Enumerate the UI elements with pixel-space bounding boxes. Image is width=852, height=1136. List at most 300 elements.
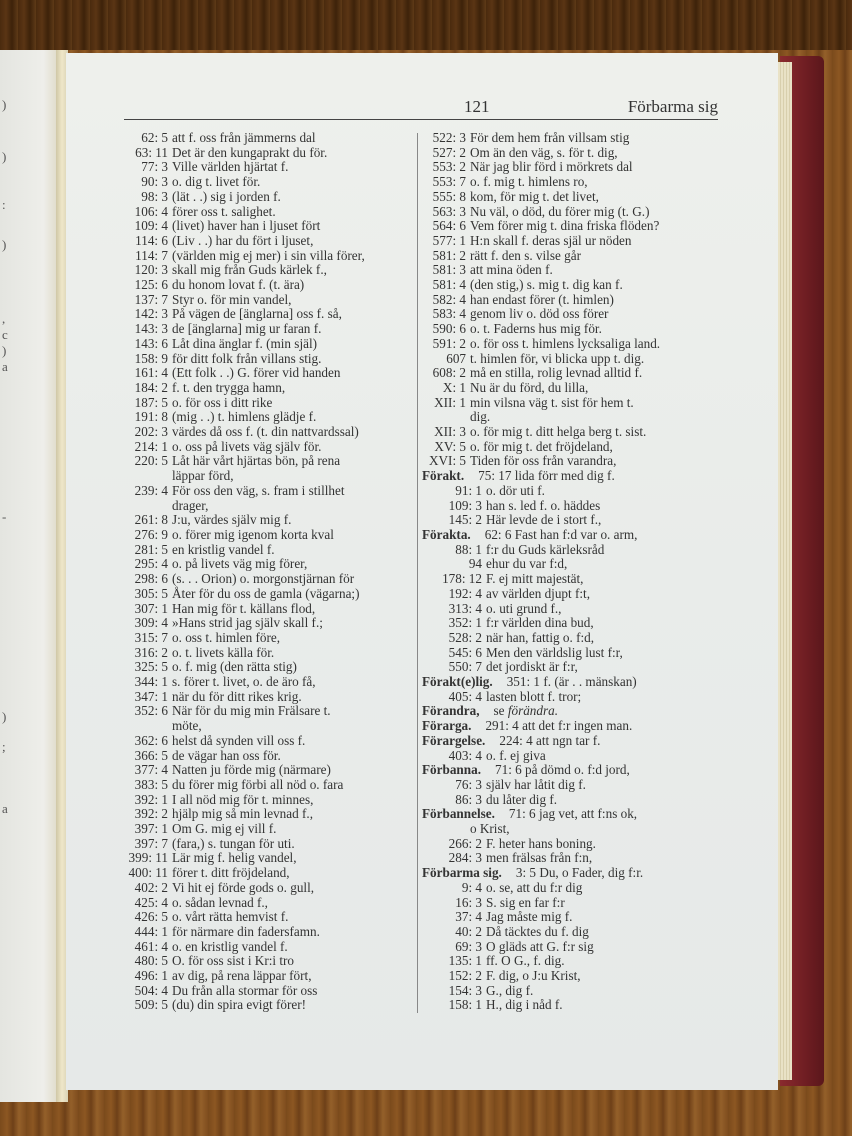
index-line <box>422 513 722 528</box>
citation-text: o. för mig t. det fröjdeland, <box>470 438 613 454</box>
citation-text: förer oss t. salighet. <box>172 203 276 219</box>
index-line <box>124 778 414 793</box>
citation-text: Du, o Fader, dig f:r. <box>539 865 644 881</box>
citation-text: s. förer t. livet, o. de äro få, <box>172 674 316 690</box>
verse-ref: 496: 1 <box>134 968 168 984</box>
citation-text: ff. O G., f. dig. <box>486 953 565 969</box>
index-line <box>124 322 414 337</box>
citation-text: F. heter hans boning. <box>486 835 596 851</box>
index-entry-headword-row <box>422 734 722 749</box>
index-line <box>422 896 722 911</box>
verse-ref: 528: 2 <box>448 629 482 645</box>
verse-ref: 583: 4 <box>432 306 466 322</box>
verse-ref: 461: 4 <box>134 938 168 954</box>
index-line <box>422 234 722 249</box>
verse-ref: 522: 3 <box>432 130 466 145</box>
citation-text: jag vet, att f:ns ok, <box>538 806 638 822</box>
headword: Förbannelse. <box>422 806 495 822</box>
index-line <box>422 131 722 146</box>
verse-ref: 158: 1 <box>448 997 482 1013</box>
index-line <box>124 131 414 146</box>
verse-ref: 564: 6 <box>432 218 466 234</box>
index-entry-headword-row <box>422 807 722 822</box>
index-line <box>124 263 414 278</box>
verse-ref: 400: 11 <box>128 865 168 881</box>
index-line <box>124 190 414 205</box>
page-header <box>124 95 718 120</box>
index-line <box>422 337 722 352</box>
index-line <box>124 352 414 367</box>
index-entry-headword-row <box>422 866 722 881</box>
verse-ref: 426: 5 <box>134 909 168 925</box>
verse-ref: 581: 2 <box>432 247 466 263</box>
citation-text: hjälp mig så min levnad f., <box>172 806 314 822</box>
citation-text: lasten blott f. tror; <box>486 688 582 704</box>
index-line <box>422 307 722 322</box>
entry-text <box>422 807 722 822</box>
verse-ref: 298: 6 <box>134 571 168 587</box>
left-page-fragment: c <box>2 327 8 342</box>
citation-text: H:n skall f. deras själ ur nöden <box>470 232 632 248</box>
column-divider <box>417 133 418 1013</box>
verse-ref: 239: 4 <box>134 482 168 498</box>
index-line <box>124 675 414 690</box>
verse-ref: 309: 4 <box>134 615 168 631</box>
verse-ref: 316: 2 <box>134 644 168 660</box>
citation-text: (Liv . .) har du fört i ljuset, <box>172 232 314 248</box>
citation-text: Ville världen hjärtat f. <box>172 159 289 175</box>
headword: Förakt. <box>422 468 465 484</box>
citation-text: Jag måste mig f. <box>486 909 573 925</box>
left-page-fragment: ) <box>2 343 7 358</box>
citation-text: o. f. mig t. himlens ro, <box>470 174 588 190</box>
index-line <box>124 484 414 499</box>
verse-ref: 187: 5 <box>134 394 168 410</box>
verse-ref: 266: 2 <box>448 835 482 851</box>
index-line <box>422 322 722 337</box>
citation-text: Låt här vårt hjärtas bön, på rena <box>172 453 341 469</box>
index-line <box>422 616 722 631</box>
running-head: Förbarma sig <box>627 97 718 116</box>
citation-text: o. för oss t. himlens lycksaliga land. <box>470 335 661 351</box>
index-line <box>124 925 414 940</box>
verse-ref: 143: 3 <box>134 321 168 337</box>
citation-text: H., dig i nåd f. <box>486 997 563 1013</box>
citation-text: Här levde de i stort f., <box>486 512 602 528</box>
citation-text: att f. oss från jämmerns dal <box>172 130 316 145</box>
verse-ref: 9: 4 <box>461 879 482 895</box>
verse-ref: 377: 4 <box>134 762 168 778</box>
index-line <box>124 572 414 587</box>
index-line <box>422 278 722 293</box>
index-line <box>422 602 722 617</box>
verse-ref: 158: 9 <box>134 350 168 366</box>
verse-ref: 16: 3 <box>455 894 482 910</box>
citation-text: han endast förer (t. himlen) <box>470 291 614 307</box>
citation-text: O gläds att G. f:r sig <box>486 938 594 954</box>
page-number: 121 <box>464 97 490 116</box>
index-line <box>124 454 414 469</box>
index-line <box>422 205 722 220</box>
index-line <box>124 175 414 190</box>
entry-text <box>422 469 722 484</box>
index-line <box>124 381 414 396</box>
wooden-table-background <box>0 0 852 50</box>
index-line <box>422 778 722 793</box>
verse-ref: 75: 17 <box>478 468 515 484</box>
verse-ref: 135: 1 <box>448 953 482 969</box>
citation-continuation: dig. <box>470 409 491 425</box>
verse-ref: 137: 7 <box>134 291 168 307</box>
citation-text: Vi hit ej förde gods o. gull, <box>172 879 315 895</box>
citation-text: Natten ju förde mig (närmare) <box>172 762 331 778</box>
verse-ref: 366: 5 <box>134 747 168 763</box>
citation-text: Om än den väg, s. för t. dig, <box>470 144 618 160</box>
verse-ref: 590: 6 <box>432 321 466 337</box>
verse-ref: 276: 9 <box>134 526 168 542</box>
verse-ref: 88: 1 <box>455 541 482 557</box>
verse-ref: 37: 4 <box>455 909 482 925</box>
headword: Förakta. <box>422 526 471 542</box>
index-line <box>124 704 414 719</box>
citation-text: f:r du Guds kärleksråd <box>486 541 605 557</box>
citation-text: skall mig från Guds kärlek f., <box>172 262 327 278</box>
verse-ref: 582: 4 <box>432 291 466 307</box>
verse-ref: 307: 1 <box>134 600 168 616</box>
index-line <box>124 249 414 264</box>
verse-ref: 114: 6 <box>135 232 168 248</box>
verse-ref: 224: 4 <box>499 732 536 748</box>
index-line <box>422 587 722 602</box>
verse-ref: 40: 2 <box>455 923 482 939</box>
index-line <box>422 851 722 866</box>
citation-text: O. för oss sist i Kr:i tro <box>172 953 294 969</box>
index-line <box>124 660 414 675</box>
cross-ref: förändra. <box>507 703 559 719</box>
index-line <box>124 910 414 925</box>
citation-text: lida förr med dig f. <box>514 468 615 484</box>
index-line <box>124 822 414 837</box>
citation-text: För oss den väg, s. fram i stillhet <box>172 482 345 498</box>
verse-ref: 305: 5 <box>134 585 168 601</box>
verse-ref: 109: 3 <box>448 497 482 513</box>
citation-text: Vem förer mig t. dina friska flöden? <box>470 218 660 234</box>
citation-text: att det f:r ingen man. <box>522 718 633 734</box>
headword: Förarga. <box>422 718 472 734</box>
index-line <box>422 954 722 969</box>
verse-ref: 402: 2 <box>134 879 168 895</box>
citation-text: (Ett folk . .) G. förer vid handen <box>172 365 341 381</box>
citation-text: För dem hem från villsam stig <box>470 130 630 145</box>
citation-text: (fara,) s. tungan för uti. <box>172 835 295 851</box>
verse-ref: 553: 2 <box>432 159 466 175</box>
verse-ref: 71: 6 <box>495 762 526 778</box>
headword: Förakt(e)lig. <box>422 674 493 690</box>
citation-text: de vägar han oss för. <box>172 747 281 763</box>
index-entry-headword-row <box>422 704 722 719</box>
verse-ref: 98: 3 <box>141 188 168 204</box>
citation-text: f. t. den trygga hamn, <box>172 379 286 395</box>
verse-ref: 154: 3 <box>448 982 482 998</box>
citation-text: av världen djupt f:t, <box>486 585 591 601</box>
index-line <box>124 749 414 764</box>
index-line <box>124 205 414 220</box>
left-column <box>124 131 414 1013</box>
verse-ref: 114: 7 <box>135 247 168 263</box>
index-entry-headword-row <box>422 763 722 778</box>
index-line <box>422 219 722 234</box>
verse-ref: 192: 4 <box>448 585 482 601</box>
entry-text <box>422 719 722 734</box>
verse-ref: 143: 6 <box>134 335 168 351</box>
verse-ref: 202: 3 <box>134 424 168 440</box>
index-line <box>422 749 722 764</box>
citation-text: ehur du var f:d, <box>486 556 568 572</box>
verse-ref: XII: 1 <box>434 394 466 410</box>
citation-continuation: läppar förd, <box>172 468 234 484</box>
index-line <box>124 763 414 778</box>
verse-ref: XV: 5 <box>434 438 466 454</box>
verse-ref: 352: 6 <box>134 703 168 719</box>
verse-ref: 399: 11 <box>128 850 168 866</box>
verse-ref: 145: 2 <box>448 512 482 528</box>
left-page-fragment: ) <box>2 97 7 112</box>
index-line <box>422 881 722 896</box>
verse-ref: 191: 8 <box>134 409 168 425</box>
verse-ref: 62: 5 <box>141 130 168 145</box>
citation-text: o. en kristlig vandel f. <box>172 938 288 954</box>
verse-ref: 397: 7 <box>134 835 168 851</box>
citation-text: f. (är . . mänskan) <box>543 674 637 690</box>
index-line <box>422 543 722 558</box>
verse-ref: 362: 6 <box>134 732 168 748</box>
index-line <box>422 440 722 455</box>
index-line <box>124 646 414 661</box>
verse-ref: 553: 7 <box>432 174 466 190</box>
citation-text: min vilsna väg t. sist för hem t. <box>470 394 634 410</box>
citation-text: Tiden för oss från varandra, <box>470 453 617 469</box>
citation-text: F. ej mitt majestät, <box>486 571 584 587</box>
verse-ref: X: 1 <box>442 379 466 395</box>
citation-text: du förer mig förbi all nöd o. fara <box>172 776 344 792</box>
citation-text: o. oss på livets väg själv för. <box>172 438 322 454</box>
citation-text: o. dör uti f. <box>486 482 545 498</box>
citation-continuation: drager, <box>172 497 209 513</box>
citation-text: På vägen de [änglarna] oss f. så, <box>172 306 342 322</box>
verse-ref: 563: 3 <box>432 203 466 219</box>
citation-text: o. för mig t. ditt helga berg t. sist. <box>470 424 647 440</box>
verse-ref: 550: 7 <box>448 659 482 675</box>
citation-text: Men den världslig lust f:r, <box>486 644 623 660</box>
right-column <box>422 131 722 1013</box>
verse-ref: 351: 1 <box>506 674 544 690</box>
citation-text: att mina öden f. <box>470 262 553 278</box>
verse-ref: 347: 1 <box>134 688 168 704</box>
index-line <box>422 925 722 940</box>
index-line <box>124 396 414 411</box>
index-line <box>422 646 722 661</box>
citation-text: helst då synden vill oss f. <box>172 732 306 748</box>
index-line <box>124 954 414 969</box>
index-line <box>422 263 722 278</box>
verse-ref: 397: 1 <box>134 821 168 837</box>
verse-ref: 284: 3 <box>448 850 482 866</box>
citation-text: Det är den kungaprakt du för. <box>172 144 328 160</box>
citation-text: Han mig för t. källans flod, <box>172 600 316 616</box>
citation-text: o. t. livets källa för. <box>172 644 275 660</box>
index-line <box>422 572 722 587</box>
index-line <box>422 190 722 205</box>
left-page-fragment: ; <box>2 739 6 754</box>
index-line <box>124 734 414 749</box>
verse-ref: 607 <box>446 350 466 366</box>
citation-text: o. för oss i ditt rike <box>172 394 273 410</box>
verse-ref: XVI: 5 <box>429 453 466 469</box>
citation-text: Åter för du oss de gamla (vägarna;) <box>172 585 360 601</box>
index-line <box>124 940 414 955</box>
verse-ref: 91: 1 <box>455 482 482 498</box>
index-line <box>124 146 414 161</box>
citation-text: Lär mig f. helig vandel, <box>172 850 297 866</box>
index-line <box>124 690 414 705</box>
verse-ref: 405: 4 <box>448 688 482 704</box>
left-page-fragment: ) <box>2 237 7 252</box>
headword: Förbanna. <box>422 762 481 778</box>
citation-text: f:r världen dina bud, <box>486 615 594 631</box>
index-line <box>422 146 722 161</box>
citation-text: när han, fattig o. f:d, <box>486 629 595 645</box>
index-line <box>422 660 722 675</box>
citation-text: värdes då oss f. (t. din nattvardssal) <box>172 424 359 440</box>
index-line <box>422 969 722 984</box>
left-page-text-fragments <box>2 50 12 1102</box>
headword: Förargelse. <box>422 732 486 748</box>
index-line <box>422 910 722 925</box>
verse-ref: 392: 2 <box>134 806 168 822</box>
left-page-margin <box>0 50 62 1102</box>
verse-ref: XII: 3 <box>434 424 466 440</box>
index-line <box>124 234 414 249</box>
citation-text: du låter dig f. <box>486 791 558 807</box>
verse-ref: 76: 3 <box>455 776 482 792</box>
index-line <box>124 866 414 881</box>
verse-ref: 291: 4 <box>485 718 523 734</box>
index-line <box>124 807 414 822</box>
index-line <box>124 528 414 543</box>
verse-ref: 392: 1 <box>134 791 168 807</box>
citation-text: (lät . .) sig i jorden f. <box>172 188 281 204</box>
index-line <box>124 616 414 631</box>
verse-ref: 86: 3 <box>455 791 482 807</box>
left-page-fragment: ) <box>2 149 7 164</box>
index-line <box>422 454 722 469</box>
citation-text: F. dig, o J:u Krist, <box>486 968 581 984</box>
citation-text: o. t. Faderns hus mig för. <box>470 321 602 337</box>
citation-text: o. sådan levnad f., <box>172 894 268 910</box>
index-line <box>124 984 414 999</box>
verse-ref: 69: 3 <box>455 938 482 954</box>
left-page-fragment: : <box>2 197 6 212</box>
citation-text: När för du mig min Frälsare t. <box>172 703 331 719</box>
index-line <box>422 293 722 308</box>
verse-ref: 106: 4 <box>134 203 168 219</box>
verse-ref: 94 <box>468 556 482 572</box>
index-line <box>124 307 414 322</box>
index-line <box>124 219 414 234</box>
citation-text: han s. led f. o. häddes <box>486 497 601 513</box>
citation-text: När jag blir förd i mörkrets dal <box>470 159 633 175</box>
entry-text <box>422 734 722 749</box>
verse-ref: 3: 5 <box>515 865 540 881</box>
verse-ref: 62: 6 <box>484 526 515 542</box>
citation-text: (du) din spira evigt förer! <box>172 997 307 1013</box>
index-line <box>124 337 414 352</box>
index-line <box>124 969 414 984</box>
index-line <box>422 557 722 572</box>
index-line <box>124 557 414 572</box>
verse-ref: 444: 1 <box>134 923 168 939</box>
verse-ref: 509: 5 <box>134 997 168 1013</box>
verse-ref: 352: 1 <box>448 615 482 631</box>
verse-ref: 71: 6 <box>508 806 539 822</box>
verse-ref: 504: 4 <box>134 982 168 998</box>
citation-text: de [änglarna] mig ur faran f. <box>172 321 322 337</box>
citation-text: Fast han f:d var o. arm, <box>514 526 638 542</box>
citation-text: för ditt folk från villans stig. <box>172 350 322 366</box>
citation-text: en kristlig vandel f. <box>172 541 275 557</box>
verse-ref: 214: 1 <box>134 438 168 454</box>
verse-ref: 325: 5 <box>134 659 168 675</box>
verse-ref: 545: 6 <box>448 644 482 660</box>
citation-text: (livet) haver han i ljuset fört <box>172 218 321 234</box>
citation-text: att ngn tar f. <box>535 732 601 748</box>
index-line <box>124 896 414 911</box>
verse-ref: 178: 12 <box>442 571 482 587</box>
citation-text: o. förer mig igenom korta kval <box>172 526 334 542</box>
verse-ref: 125: 6 <box>134 277 168 293</box>
index-line <box>422 984 722 999</box>
verse-ref: 152: 2 <box>448 968 482 984</box>
index-line <box>124 278 414 293</box>
index-line <box>422 160 722 175</box>
citation-text: Nu väl, o död, du förer mig (t. G.) <box>470 203 650 219</box>
citation-continuation: o Krist, <box>470 821 510 837</box>
citation-text: rätt f. den s. vilse går <box>470 247 581 263</box>
citation-text: men frälsas från f:n, <box>486 850 593 866</box>
index-entry-headword-row <box>422 675 722 690</box>
left-page-fragment: a <box>2 359 8 374</box>
citation-text: G., dig f. <box>486 982 534 998</box>
citation-text: (s. . . Orion) o. morgonstjärnan för <box>172 571 355 587</box>
entry-text <box>422 528 722 543</box>
citation-text: o. vårt rätta hemvist f. <box>172 909 289 925</box>
verse-ref: 90: 3 <box>141 174 168 190</box>
left-page-fragment: , <box>2 311 6 326</box>
left-page-fragment: ) <box>2 709 7 724</box>
index-line <box>124 837 414 852</box>
verse-ref: 120: 3 <box>134 262 168 278</box>
verse-ref: 77: 3 <box>141 159 168 175</box>
citation-text: o. dig t. livet för. <box>172 174 261 190</box>
citation-text: »Hans strid jag själv skall f.; <box>172 615 323 631</box>
index-line <box>422 690 722 705</box>
citation-text: o. på livets väg mig förer, <box>172 556 308 572</box>
index-line <box>124 410 414 425</box>
citation-text: o. f. mig (den rätta stig) <box>172 659 297 675</box>
citation-text: Då täcktes du f. dig <box>486 923 589 939</box>
index-line <box>124 881 414 896</box>
index-line <box>422 396 722 411</box>
